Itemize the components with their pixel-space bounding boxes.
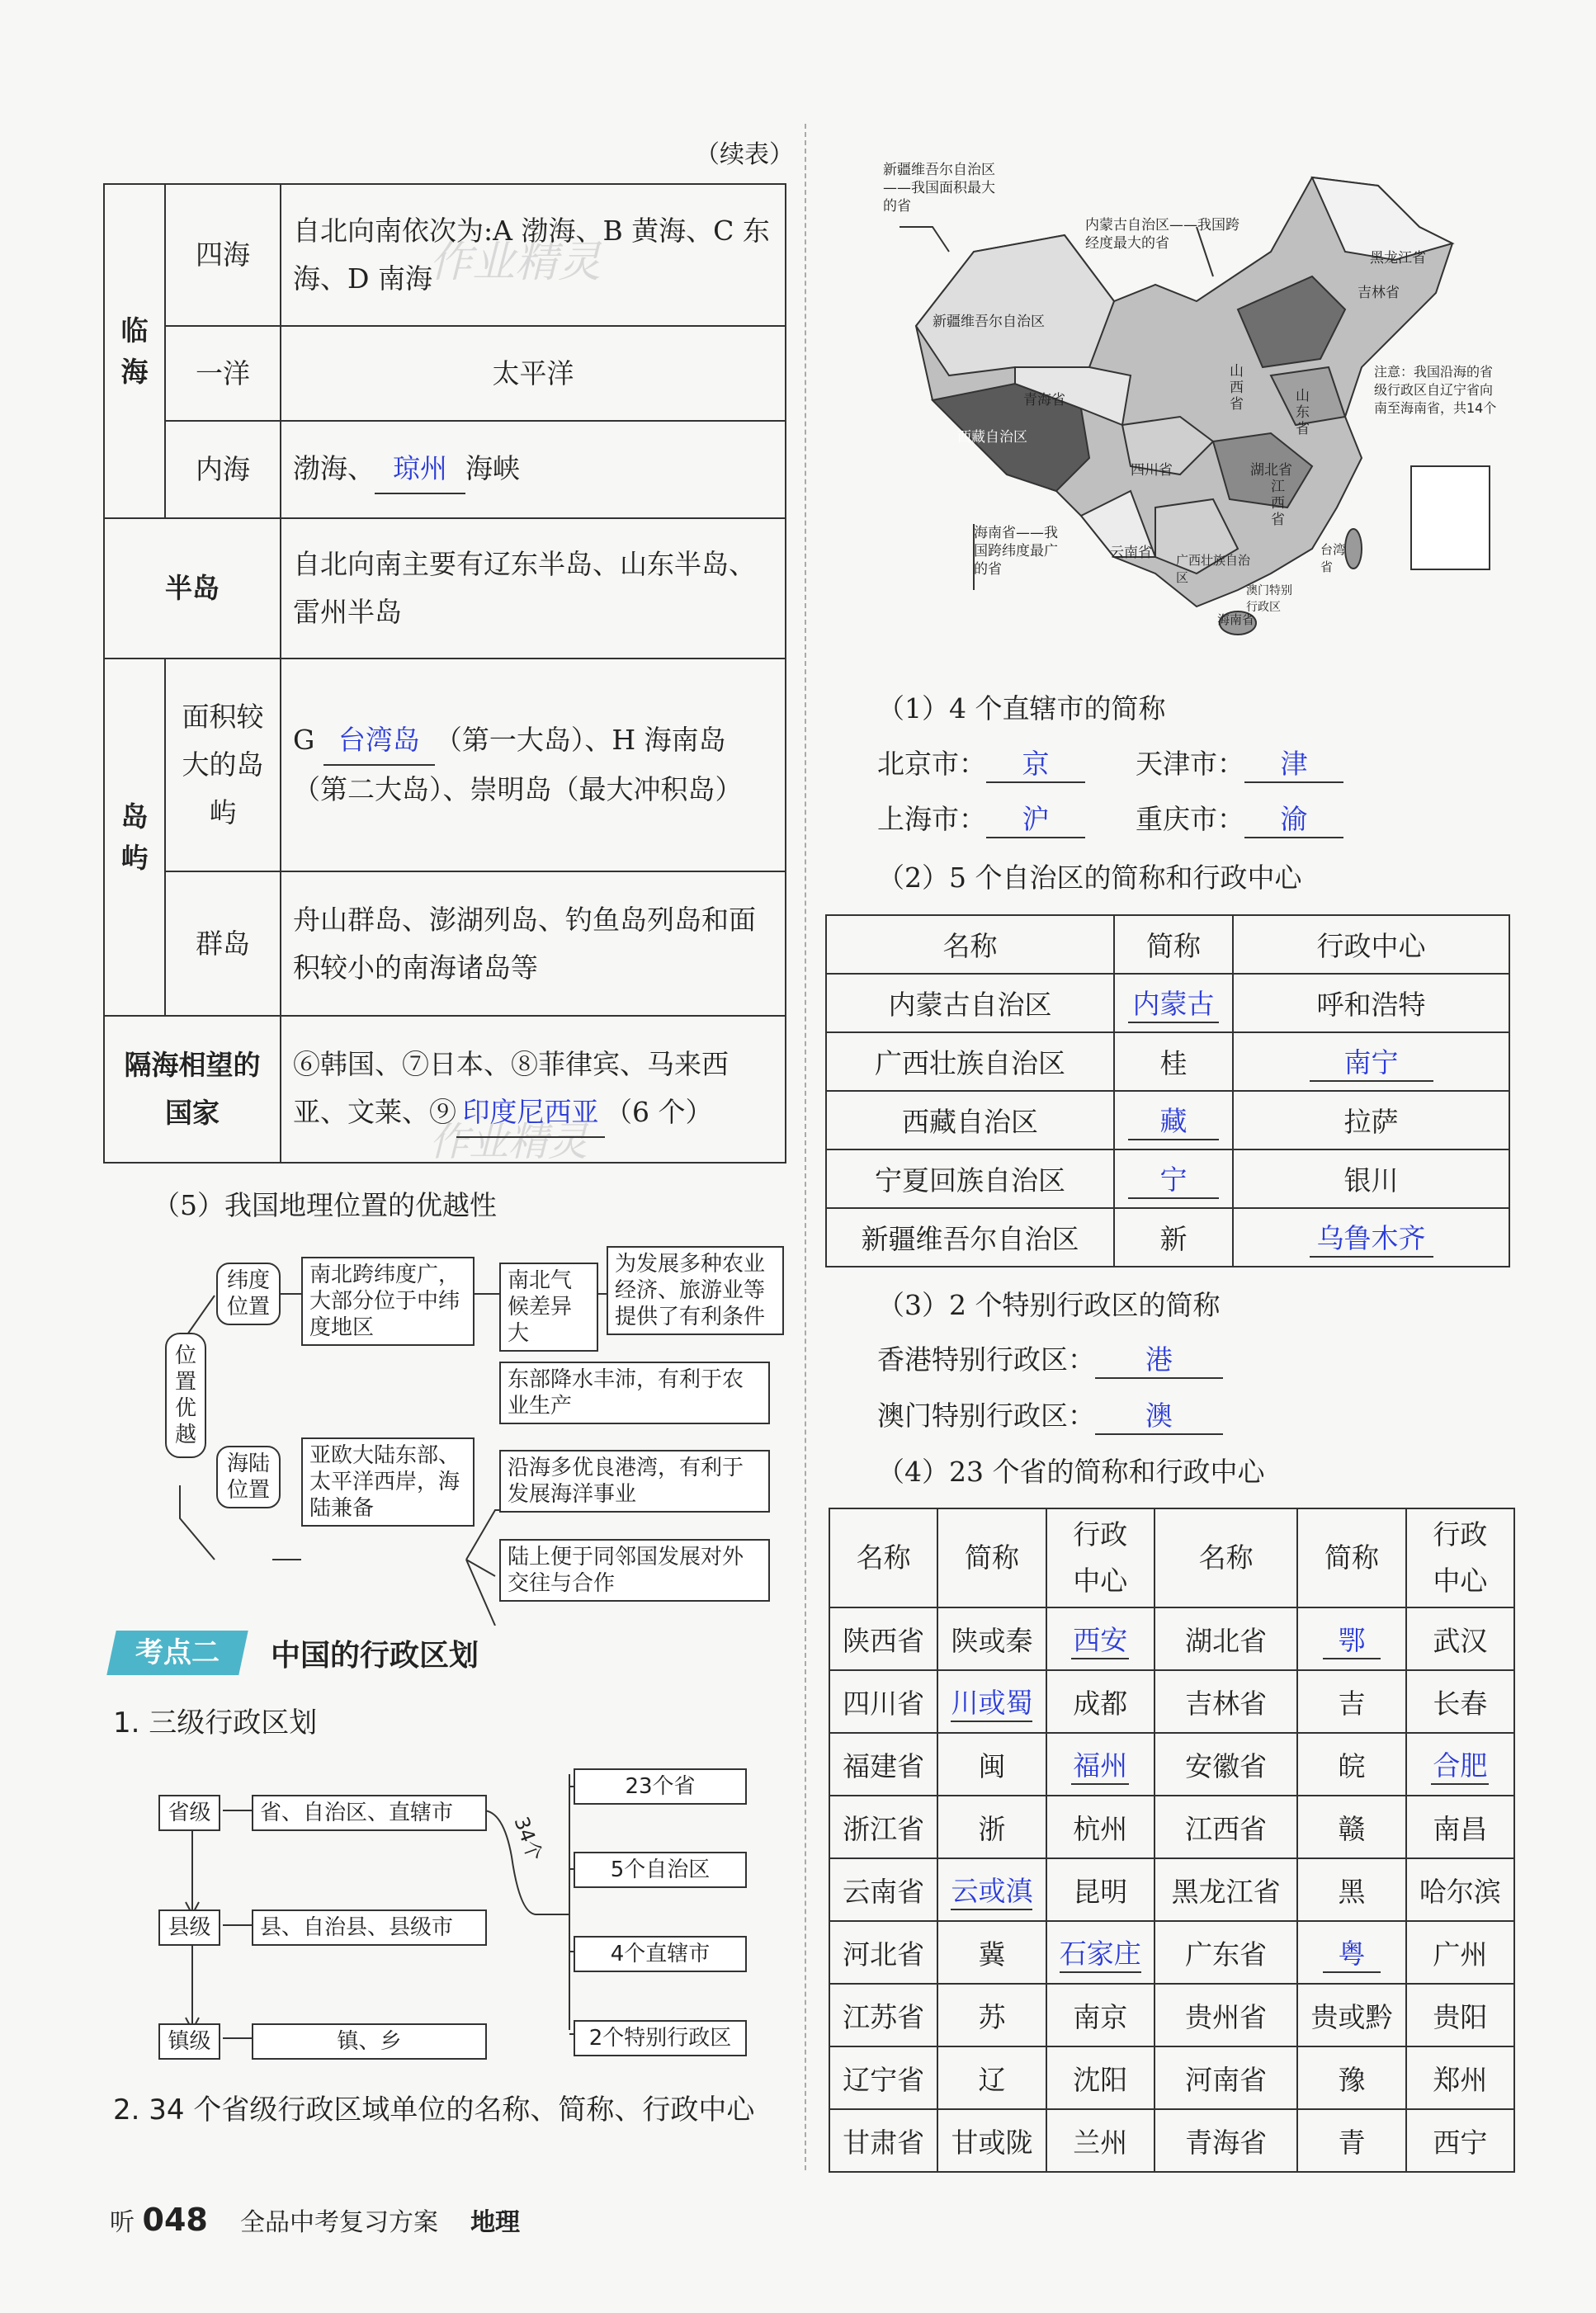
table-row xyxy=(829,1858,1514,1921)
table-cell: 苏 xyxy=(937,1984,1046,2046)
table-cell: 武汉 xyxy=(1406,1607,1514,1670)
section-title: 中国的行政区划 xyxy=(271,1639,479,1673)
cell-content: 舟山群岛、澎湖列岛、钓鱼岛列岛和面积较小的南海诸岛等 xyxy=(281,871,786,1016)
table-cell: 河北省 xyxy=(829,1921,937,1984)
answer: 合肥 xyxy=(1431,1744,1489,1785)
col-header: 行政中心 xyxy=(1233,915,1509,974)
lat-desc: 南北跨纬度广，大部分位于中纬度地区 xyxy=(301,1257,475,1346)
map-label: 江西省 xyxy=(1271,479,1285,528)
level-prov: 省级 xyxy=(158,1795,220,1831)
answer-qiongzhou: 琼州 xyxy=(375,445,465,494)
table-row xyxy=(829,1670,1514,1733)
map-label: 澳门特别行政区 xyxy=(1246,584,1292,614)
answer: 宁 xyxy=(1128,1159,1219,1199)
sea-desc: 亚欧大陆东部、太平洋西岸，海陆兼备 xyxy=(301,1437,475,1527)
table-cell: 陕或秦 xyxy=(937,1607,1046,1670)
table-cell: 哈尔滨 xyxy=(1406,1858,1514,1921)
auto-title: （2）5 个自治区的简称和行政中心 xyxy=(877,861,1302,894)
table-row xyxy=(829,2109,1514,2172)
sea-r1: 东部降水丰沛，有利于农业生产 xyxy=(499,1362,770,1424)
map-label: 山东省 xyxy=(1296,388,1310,437)
special-row-2: 澳门特别行政区： 澳 xyxy=(877,1395,1223,1435)
table-cell: 湖北省 xyxy=(1155,1607,1297,1670)
page-number: 048 xyxy=(142,2202,208,2238)
root-node: 位置优越 xyxy=(165,1333,206,1458)
answer-yu: 渝 xyxy=(1244,798,1343,838)
peninsula-label: 半岛 xyxy=(104,518,281,658)
level-town-desc: 镇、乡 xyxy=(252,2023,487,2060)
table-row xyxy=(829,1607,1514,1670)
table-cell xyxy=(1233,1208,1509,1267)
answer: 鄂 xyxy=(1323,1619,1381,1659)
continued-label: （续表） xyxy=(695,140,794,169)
map-label: 新疆维吾尔自治区 xyxy=(933,314,1045,330)
answer: 藏 xyxy=(1128,1100,1219,1140)
cell-sub: 内海 xyxy=(165,421,281,518)
table-cell xyxy=(1114,1091,1233,1149)
table-cell: 郑州 xyxy=(1406,2046,1514,2109)
table-cell: 西宁 xyxy=(1406,2109,1514,2172)
map-label: 吉林省 xyxy=(1358,285,1400,301)
table-cell: 辽宁省 xyxy=(829,2046,937,2109)
section-badge: 考点二 xyxy=(106,1631,248,1675)
answer-jin: 津 xyxy=(1244,743,1343,783)
map-label: 四川省 xyxy=(1131,462,1173,479)
table-cell: 吉林省 xyxy=(1155,1670,1297,1733)
special-row-1: 香港特别行政区： 港 xyxy=(877,1338,1223,1379)
table-cell: 吉 xyxy=(1297,1670,1405,1733)
table-cell: 甘或陇 xyxy=(937,2109,1046,2172)
table-row xyxy=(826,1208,1509,1267)
cell-content: 渤海、 琼州 海峡 xyxy=(281,421,786,518)
table-cell: 新疆维吾尔自治区 xyxy=(826,1208,1114,1267)
table-cell xyxy=(1046,1607,1155,1670)
muni-title: （1）4 个直辖市的简称 xyxy=(877,692,1166,725)
table-cell: 皖 xyxy=(1297,1733,1405,1796)
cell-content: G 台湾岛 （第一大岛）、H 海南岛（第二大岛）、崇明岛（最大冲积岛） xyxy=(281,658,786,871)
col-header: 简称 xyxy=(1297,1508,1405,1607)
table-cell: 广州 xyxy=(1406,1921,1514,1984)
table-row xyxy=(829,1984,1514,2046)
table-cell: 豫 xyxy=(1297,2046,1405,2109)
answer: 福州 xyxy=(1071,1744,1129,1785)
table-cell: 黑 xyxy=(1297,1858,1405,1921)
table-cell: 内蒙古自治区 xyxy=(826,974,1114,1032)
answer: 乌鲁木齐 xyxy=(1310,1217,1433,1258)
col-header: 行政中心 xyxy=(1406,1508,1514,1607)
table-cell: 冀 xyxy=(937,1921,1046,1984)
answer-taiwan: 台湾岛 xyxy=(323,716,435,766)
answer-indonesia: 印度尼西亚 xyxy=(456,1088,605,1138)
breakdown-4: 2个特别行政区 xyxy=(574,2020,747,2056)
item1-title: 1. 三级行政区划 xyxy=(113,1706,318,1739)
answer-gang: 港 xyxy=(1095,1338,1223,1379)
table-cell: 辽 xyxy=(937,2046,1046,2109)
table-cell: 江西省 xyxy=(1155,1796,1297,1858)
answer-ao: 澳 xyxy=(1095,1395,1223,1435)
level-prov-desc: 省、自治区、直辖市 xyxy=(252,1795,487,1831)
table-cell: 广东省 xyxy=(1155,1921,1297,1984)
map-label: 湖北省 xyxy=(1250,462,1292,479)
level-county: 县级 xyxy=(158,1909,220,1946)
col-header: 行政中心 xyxy=(1046,1508,1155,1607)
cell-sub: 一洋 xyxy=(165,326,281,421)
note-xinjiang: 新疆维吾尔自治区——我国面积最大的省 xyxy=(883,162,995,215)
table-row xyxy=(829,2046,1514,2109)
table-cell xyxy=(1406,1733,1514,1796)
sea-r2: 沿海多优良港湾，有利于发展海洋事业 xyxy=(499,1450,770,1513)
table-cell: 沈阳 xyxy=(1046,2046,1155,2109)
answer-jing: 京 xyxy=(986,743,1085,783)
note-neimeng: 内蒙古自治区——我国跨经度最大的省 xyxy=(1085,217,1239,252)
level-county-desc: 县、自治县、县级市 xyxy=(252,1909,487,1946)
table-cell: 西藏自治区 xyxy=(826,1091,1114,1149)
breakdown-2: 5个自治区 xyxy=(574,1852,747,1888)
table-cell: 陕西省 xyxy=(829,1607,937,1670)
coast-table xyxy=(103,183,786,1164)
table-cell: 四川省 xyxy=(829,1670,937,1733)
lat-node: 纬度位置 xyxy=(216,1263,281,1325)
answer-hu: 沪 xyxy=(986,798,1085,838)
sea-node: 海陆位置 xyxy=(216,1446,281,1508)
table-cell xyxy=(937,1670,1046,1733)
advantage-title: （5）我国地理位置的优越性 xyxy=(153,1189,497,1221)
autonomous-table xyxy=(825,914,1510,1267)
cell-sub: 群岛 xyxy=(165,871,281,1016)
column-divider xyxy=(805,124,806,2170)
map-label: 广西壮族自治区 xyxy=(1176,553,1251,585)
map-label: 云南省 xyxy=(1110,545,1152,561)
watermark: 作业精灵 xyxy=(429,1119,588,1165)
table-cell: 闽 xyxy=(937,1733,1046,1796)
table-cell xyxy=(1297,1921,1405,1984)
cell-sub: 四海 xyxy=(165,184,281,326)
neighbors-label: 隔海相望的国家 xyxy=(104,1016,281,1163)
count-34: 34个 xyxy=(509,1813,547,1864)
muni-row-2: 上海市： 沪 重庆市： 渝 xyxy=(877,798,1343,838)
table-cell xyxy=(1046,1921,1155,1984)
cell-sub: 面积较大的岛屿 xyxy=(165,658,281,871)
group-linhai: 临海 xyxy=(104,184,165,518)
answer: 云或滇 xyxy=(951,1870,1032,1910)
table-cell: 黑龙江省 xyxy=(1155,1858,1297,1921)
table-cell: 浙江省 xyxy=(829,1796,937,1858)
table-row xyxy=(826,1032,1509,1091)
table-cell: 云南省 xyxy=(829,1858,937,1921)
map-label: 青海省 xyxy=(1023,392,1065,408)
table-row xyxy=(829,1921,1514,1984)
breakdown-1: 23个省 xyxy=(574,1768,747,1805)
table-cell: 安徽省 xyxy=(1155,1733,1297,1796)
map-label: 海南省 xyxy=(1217,612,1255,627)
cell-content: ⑥韩国、⑦日本、⑧菲律宾、马来西亚、文莱、⑨ 印度尼西亚 （6 个） xyxy=(281,1016,786,1163)
col-header: 简称 xyxy=(1114,915,1233,974)
table-cell: 成都 xyxy=(1046,1670,1155,1733)
table-cell: 桂 xyxy=(1114,1032,1233,1091)
table-cell: 呼和浩特 xyxy=(1233,974,1509,1032)
note-hainan: 海南省——我国跨纬度最广的省 xyxy=(974,525,1058,578)
map-label: 西藏自治区 xyxy=(957,429,1027,446)
answer: 粤 xyxy=(1323,1933,1381,1973)
breakdown-3: 4个直辖市 xyxy=(574,1936,747,1972)
table-cell: 新 xyxy=(1114,1208,1233,1267)
map-label: 黑龙江省 xyxy=(1370,250,1426,267)
table-cell: 江苏省 xyxy=(829,1984,937,2046)
table-cell: 拉萨 xyxy=(1233,1091,1509,1149)
table-row xyxy=(826,974,1509,1032)
table-cell xyxy=(1297,1607,1405,1670)
special-title: （3）2 个特别行政区的简称 xyxy=(877,1289,1221,1321)
table-row xyxy=(829,1796,1514,1858)
table-cell: 广西壮族自治区 xyxy=(826,1032,1114,1091)
table-cell xyxy=(1114,974,1233,1032)
answer: 西安 xyxy=(1071,1619,1129,1659)
col-header: 简称 xyxy=(937,1508,1046,1607)
table-cell xyxy=(1114,1149,1233,1208)
note-coast: 注意：我国沿海的省级行政区自辽宁省向南至海南省，共14个 xyxy=(1374,364,1497,416)
lat-result: 为发展多种农业经济、旅游业等提供了有利条件 xyxy=(607,1246,784,1335)
table-cell xyxy=(1233,1032,1509,1091)
table-cell: 甘肃省 xyxy=(829,2109,937,2172)
answer: 石家庄 xyxy=(1060,1933,1141,1973)
group-island: 岛屿 xyxy=(104,658,165,1016)
peninsula-content: 自北向南主要有辽东半岛、山东半岛、雷州半岛 xyxy=(281,518,786,658)
table-cell: 南昌 xyxy=(1406,1796,1514,1858)
muni-row-1: 北京市： 京 天津市： 津 xyxy=(877,743,1343,783)
table-cell: 贵州省 xyxy=(1155,1984,1297,2046)
table-row xyxy=(826,1149,1509,1208)
table-cell xyxy=(937,1858,1046,1921)
table-row xyxy=(829,1733,1514,1796)
col-header: 名称 xyxy=(829,1508,937,1607)
table-cell: 南京 xyxy=(1046,1984,1155,2046)
level-town: 镇级 xyxy=(158,2023,220,2060)
footer: 听 048 全品中考复习方案 地理 xyxy=(110,2202,521,2238)
table-cell: 贵阳 xyxy=(1406,1984,1514,2046)
cell-content: 太平洋 xyxy=(281,326,786,421)
table-cell: 长春 xyxy=(1406,1670,1514,1733)
answer: 南宁 xyxy=(1310,1041,1433,1082)
map-label: 台湾省 xyxy=(1320,542,1346,574)
table-cell: 河南省 xyxy=(1155,2046,1297,2109)
table-cell: 银川 xyxy=(1233,1149,1509,1208)
table-cell: 昆明 xyxy=(1046,1858,1155,1921)
table-cell xyxy=(1046,1733,1155,1796)
answer: 内蒙古 xyxy=(1128,983,1219,1023)
watermark: 作业精灵 xyxy=(429,238,602,287)
table-cell: 浙 xyxy=(937,1796,1046,1858)
table-cell: 福建省 xyxy=(829,1733,937,1796)
table-cell: 杭州 xyxy=(1046,1796,1155,1858)
lat-mid: 南北气候差异大 xyxy=(499,1263,598,1352)
table-cell: 贵或黔 xyxy=(1297,1984,1405,2046)
cell-content: 自北向南依次为:A 渤海、B 黄海、C 东海、D 南海 xyxy=(281,184,786,326)
col-header: 名称 xyxy=(826,915,1114,974)
province-table xyxy=(829,1508,1515,2173)
map-label: 山西省 xyxy=(1230,363,1244,413)
item2-title: 2. 34 个省级行政区域单位的名称、简称、行政中心 xyxy=(113,2094,755,2127)
answer: 川或蜀 xyxy=(951,1682,1032,1722)
table-cell: 青海省 xyxy=(1155,2109,1297,2172)
col-header: 名称 xyxy=(1155,1508,1297,1607)
sea-r3: 陆上便于同邻国发展对外交往与合作 xyxy=(499,1539,770,1602)
table-cell: 兰州 xyxy=(1046,2109,1155,2172)
table-cell: 赣 xyxy=(1297,1796,1405,1858)
prov-title: （4）23 个省的简称和行政中心 xyxy=(877,1456,1265,1488)
table-cell: 青 xyxy=(1297,2109,1405,2172)
table-row xyxy=(826,1091,1509,1149)
table-cell: 宁夏回族自治区 xyxy=(826,1149,1114,1208)
